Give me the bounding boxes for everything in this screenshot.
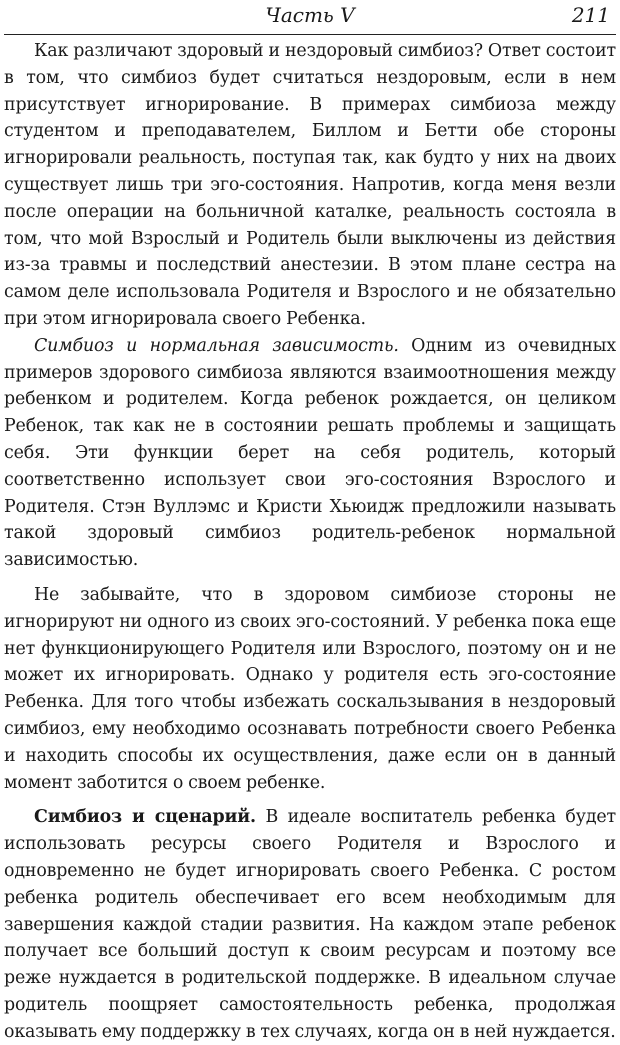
paragraph-2-lead-heading: Симбиоз и нормальная зависимость. [34, 335, 399, 356]
section-heading-symbiosis-and-script: Симбиоз и сценарий. [34, 807, 256, 828]
running-header [4, 0, 616, 35]
page-number: 211 [571, 3, 610, 27]
running-title: Часть V [265, 3, 355, 27]
paragraph-2-text: Одним из очевидных примеров здорового симбиоза являются взаимоотношения между ребенком и родителем. Когда ребенок рождается, он целиком Ребенок, так как не в состоянии решать проблемы и защищать себя. Эти функции берет на себя родитель, который соответственно использует свои эго-состояния Взрослого и Родителя. Стэн Вуллэмс и Кристи Хьюидж предложили называть такой здоровый симбиоз родитель-ребенок нормальной зависимостью. [4, 335, 616, 571]
paragraph-2 [4, 333, 616, 574]
paragraph-3 [4, 582, 616, 796]
paragraph-3-text: Не забывайте, что в здоровом симбиозе стороны не игнорируют ни одного из своих эго-состояний. У ребенка пока еще нет функционирующего Родителя или Взрослого, поэтому он и не может их игнорировать. Однако у родителя есть эго-состояние Ребенка. Для того чтобы избежать соскальзывания в нездоровый симбиоз, ему необходимо осознавать потребности своего Ребенка и находить способы их осуществления, даже если он в данный момент заботится о своем ребенке. [4, 584, 616, 793]
paragraph-4 [4, 804, 616, 1045]
paragraph-4-text: В идеале воспитатель ребенка будет использовать ресурсы своего Родителя и Взрослого и одновременно не будет игнорировать своего Ребенка. С ростом ребенка родитель обеспечивает его всем необходимым для завершения каждой стадии развития. На каждом этапе ребенок получает все больший доступ к своим ресурсам и поэтому все реже нуждается в родительской поддержке. В идеальном случае родитель поощряет самостоятельность ребенка, продолжая оказывать ему поддержку в тех случаях, когда он в ней нуждается. [4, 807, 616, 1042]
paragraph-1 [4, 38, 616, 333]
paragraph-1-text: Как различают здоровый и нездоровый симбиоз? Ответ состоит в том, что симбиоз будет считаться нездоровым, если в нем присутствует игнорирование. В примерах симбиоза между студентом и преподавателем, Биллом и Бетти обе стороны игнорировали реальность, поступая так, как будто у них на двоих существует лишь три эго-состояния. Напротив, когда меня везли после операции на больничной каталке, реальность состояла в том, что мой Взрослый и Родитель были выключены из действия из-за травмы и последствий анестезии. В этом плане сестра на самом деле использовала Родителя и Взрослого и не обязательно при этом игнорировала своего Ребенка. [4, 41, 616, 329]
body-text [4, 38, 616, 1045]
